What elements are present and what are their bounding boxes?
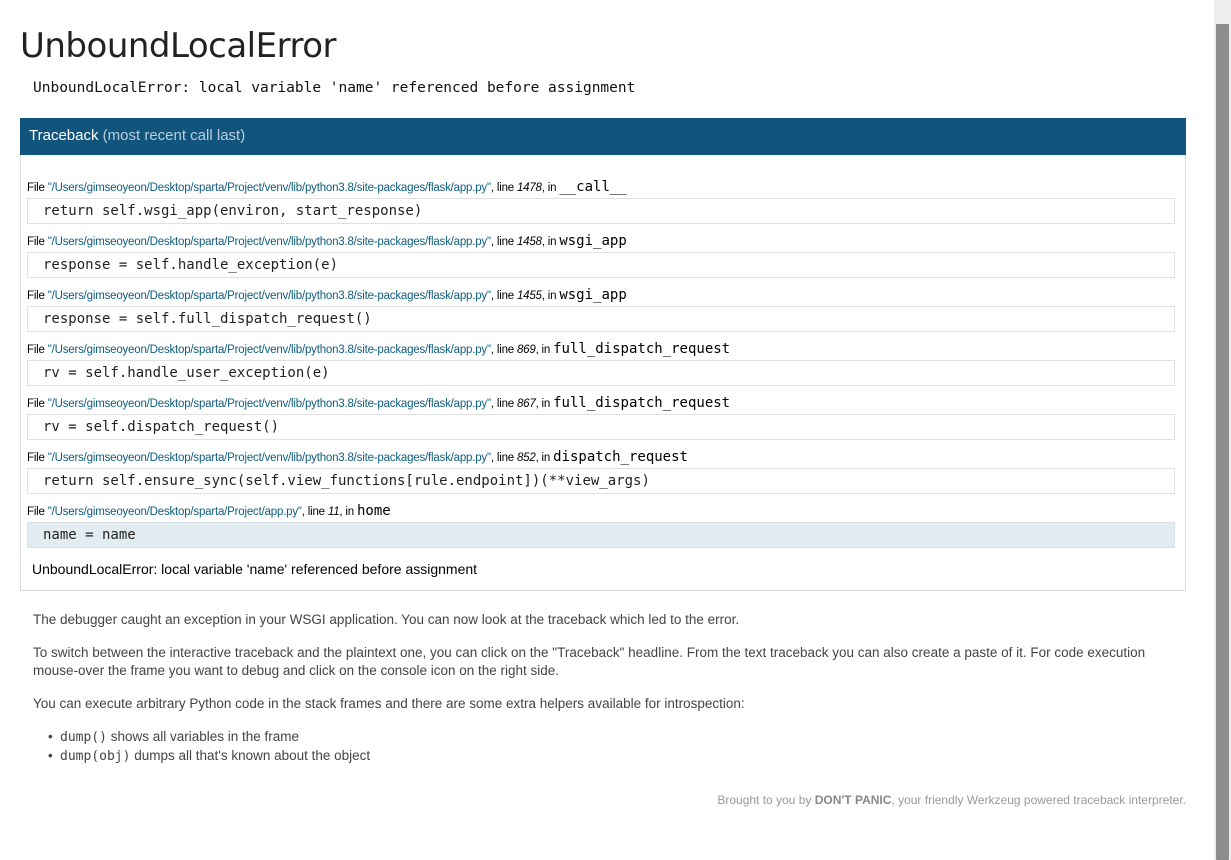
- line-label: , line: [490, 398, 517, 410]
- line-number: 867: [516, 398, 536, 410]
- function-name: wsgi_app: [559, 233, 627, 249]
- function-name: home: [356, 503, 391, 519]
- scrollbar-thumb[interactable]: [1216, 24, 1229, 860]
- traceback-frame[interactable]: [27, 231, 1175, 285]
- frame-header: [27, 177, 1175, 197]
- line-number: 869: [516, 344, 536, 356]
- file-path: "/Users/gimseoyeon/Desktop/sparta/Project/venv/lib/python3.8/site-packages/flask/app.py": [47, 236, 491, 248]
- code-line[interactable]: response = self.full_dispatch_request(): [27, 306, 1175, 332]
- frame-header: [27, 231, 1175, 251]
- frame-header: [27, 285, 1175, 305]
- explanation-paragraph: To switch between the interactive traceback and the plaintext one, you can click on the "Traceback" headline. From the text traceback you can also create a paste of it. For code execution mouse-over the frame you want to debug and click on the console icon on the right side.: [33, 645, 1146, 678]
- traceback-frame[interactable]: [27, 339, 1175, 393]
- file-label: File: [27, 506, 48, 518]
- function-name: full_dispatch_request: [553, 341, 731, 357]
- in-label: , in: [535, 398, 554, 410]
- in-label: , in: [541, 182, 560, 194]
- footer-brand: DON'T PANIC: [814, 793, 892, 807]
- file-path: "/Users/gimseoyeon/Desktop/sparta/Project/venv/lib/python3.8/site-packages/flask/app.py": [47, 290, 491, 302]
- code-line[interactable]: name = name: [27, 522, 1175, 548]
- function-name: full_dispatch_request: [553, 395, 731, 411]
- function-name: __call__: [559, 179, 627, 195]
- line-label: , line: [490, 290, 517, 302]
- explanation-paragraph: The debugger caught an exception in your WSGI application. You can now look at the traceback which led to the error.: [33, 612, 740, 627]
- traceback-note: (most recent call last): [102, 127, 246, 144]
- helper-code: dump(obj): [60, 749, 131, 764]
- line-number: 1455: [516, 290, 542, 302]
- traceback-frame[interactable]: [27, 285, 1175, 339]
- frame-header: [27, 339, 1175, 359]
- line-number: 852: [516, 452, 536, 464]
- traceback-panel: [20, 155, 1186, 591]
- helper-list: [33, 728, 1183, 766]
- file-label: File: [27, 290, 48, 302]
- footer-suffix: , your friendly Werkzeug powered traceback interpreter.: [891, 793, 1186, 807]
- page-title: UnboundLocalError: [20, 26, 336, 66]
- traceback-headline[interactable]: [20, 118, 1186, 155]
- file-label: File: [27, 452, 48, 464]
- file-path: "/Users/gimseoyeon/Desktop/sparta/Project/app.py": [47, 506, 302, 518]
- frame-header: [27, 447, 1175, 467]
- line-label: , line: [490, 182, 517, 194]
- file-label: File: [27, 236, 48, 248]
- explanation: [33, 611, 1183, 766]
- line-number: 11: [327, 506, 340, 518]
- line-label: , line: [490, 236, 517, 248]
- in-label: , in: [535, 344, 554, 356]
- final-error-message: UnboundLocalError: local variable 'name' referenced before assignment: [32, 561, 478, 577]
- helper-text: shows all variables in the frame: [106, 729, 300, 744]
- frame-header: [27, 501, 1175, 521]
- error-message: UnboundLocalError: local variable 'name' referenced before assignment: [33, 80, 636, 96]
- file-path: "/Users/gimseoyeon/Desktop/sparta/Project/venv/lib/python3.8/site-packages/flask/app.py": [47, 182, 491, 194]
- in-label: , in: [339, 506, 357, 518]
- in-label: , in: [541, 290, 560, 302]
- explanation-paragraph: You can execute arbitrary Python code in the stack frames and there are some extra helpers available for introspection:: [33, 696, 745, 711]
- frame-list: [27, 177, 1175, 555]
- code-line[interactable]: return self.ensure_sync(self.view_functions[rule.endpoint])(**view_args): [27, 468, 1175, 494]
- code-line[interactable]: return self.wsgi_app(environ, start_response): [27, 198, 1175, 224]
- traceback-label[interactable]: Traceback: [29, 127, 99, 144]
- line-number: 1458: [516, 236, 542, 248]
- line-number: 1478: [516, 182, 542, 194]
- frame-header: [27, 393, 1175, 413]
- helper-text: dumps all that's known about the object: [130, 748, 371, 763]
- function-name: wsgi_app: [559, 287, 627, 303]
- in-label: , in: [541, 236, 560, 248]
- footer-prefix: Brought to you by: [717, 793, 815, 807]
- helper-code: dump(): [60, 730, 107, 745]
- function-name: dispatch_request: [553, 449, 688, 465]
- traceback-frame[interactable]: [27, 177, 1175, 231]
- traceback-frame[interactable]: [27, 447, 1175, 501]
- line-label: , line: [490, 452, 517, 464]
- footer: [717, 793, 1186, 807]
- list-item: [60, 747, 1183, 766]
- file-path: "/Users/gimseoyeon/Desktop/sparta/Project/venv/lib/python3.8/site-packages/flask/app.py": [47, 452, 491, 464]
- traceback-frame[interactable]: [27, 501, 1175, 555]
- list-item: [60, 728, 1183, 747]
- line-label: , line: [301, 506, 328, 518]
- file-path: "/Users/gimseoyeon/Desktop/sparta/Project/venv/lib/python3.8/site-packages/flask/app.py": [47, 344, 491, 356]
- debugger-page: [20, 0, 1186, 807]
- traceback-frame[interactable]: [27, 393, 1175, 447]
- file-label: File: [27, 344, 48, 356]
- line-label: , line: [490, 344, 517, 356]
- file-label: File: [27, 398, 48, 410]
- in-label: , in: [535, 452, 554, 464]
- code-line[interactable]: rv = self.dispatch_request(): [27, 414, 1175, 440]
- vertical-scrollbar[interactable]: [1214, 0, 1231, 860]
- code-line[interactable]: rv = self.handle_user_exception(e): [27, 360, 1175, 386]
- file-label: File: [27, 182, 48, 194]
- file-path: "/Users/gimseoyeon/Desktop/sparta/Project/venv/lib/python3.8/site-packages/flask/app.py": [47, 398, 491, 410]
- code-line[interactable]: response = self.handle_exception(e): [27, 252, 1175, 278]
